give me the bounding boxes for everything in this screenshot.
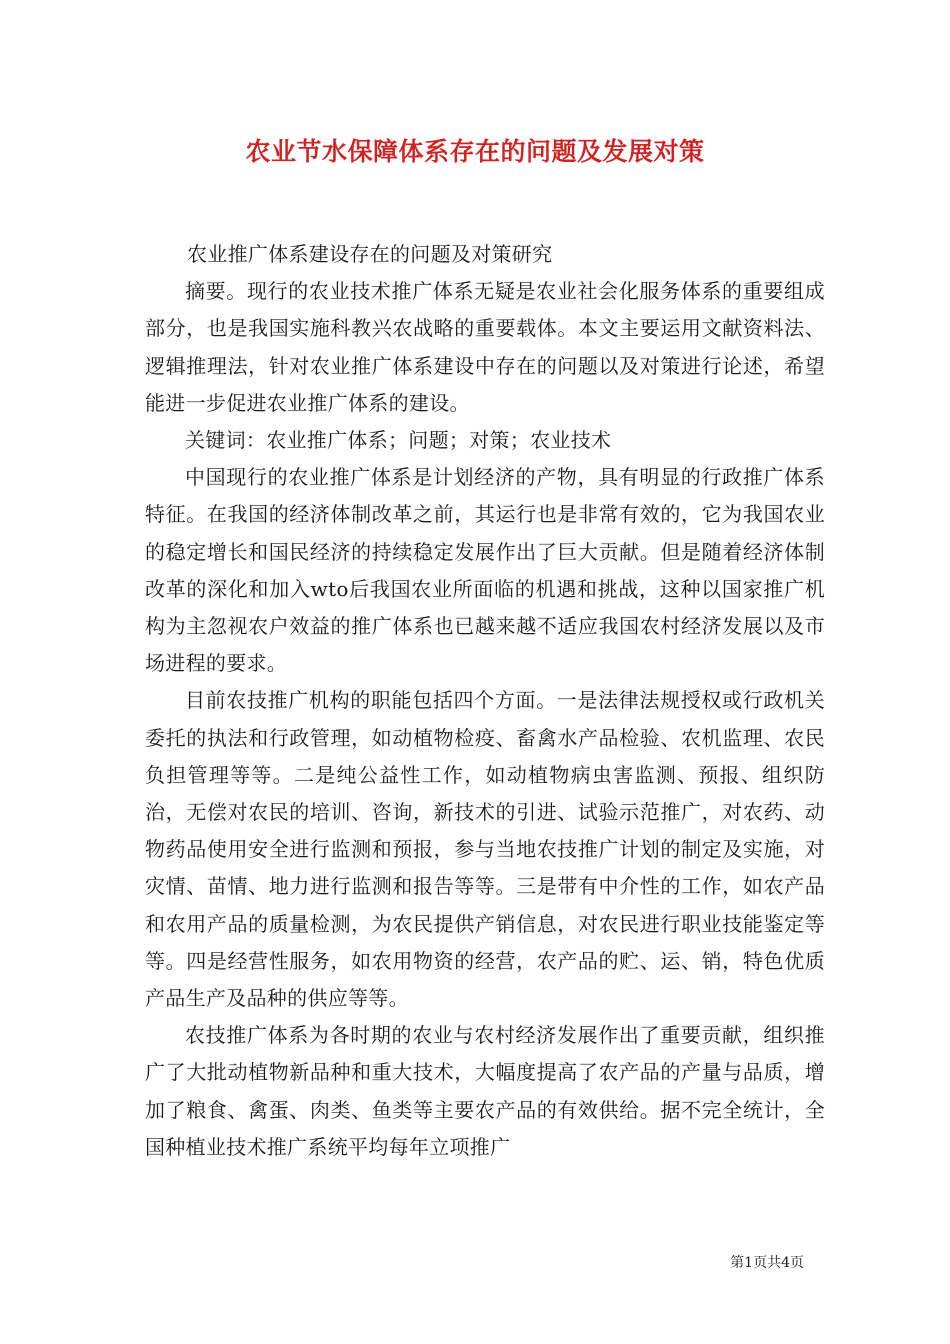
document-title: 农业节水保障体系存在的问题及发展对策: [245, 137, 705, 166]
paragraph-functions: 目前农技推广机构的职能包括四个方面。一是法律法规授权或行政机关委托的执法和行政管理，如动植物检疫、畜禽水产品检验、农机监理、农民负担管理等等。二是纯公益性工作，如动植物病虫害监测、预报、组织防治，无偿对农民的培训、咨询，新技术的引进、试验示范推广，对农药、动物药品使用安全进行监测和预报，参与当地农技推广计划的制定及实施，对灾情、苗情、地力进行监测和报告等等。三是带有中介性的工作，如农产品和农用产品的质量检测，为农民提供产销信息，对农民进行职业技能鉴定等等。四是经营性服务，如农用物资的经营，农产品的贮、运、销，特色优质产品生产及品种的供应等等。: [145, 688, 825, 1011]
paragraph-abstract: 摘要。现行的农业技术推广体系无疑是农业社会化服务体系的重要组成部分，也是我国实施科教兴农战略的重要载体。本文主要运用文献资料法、逻辑推理法，针对农业推广体系建设中存在的问题以及对策进行论述，希望能进一步促进农业推广体系的建设。: [145, 279, 825, 415]
document-body: [145, 236, 825, 1166]
page-number: 第1页共4页: [730, 1255, 804, 1271]
document-subtitle: 农业推广体系建设存在的问题及对策研究: [187, 242, 553, 266]
paragraph-keywords: 关键词：农业推广体系；问题；对策；农业技术: [185, 428, 612, 453]
paragraph-intro: 中国现行的农业推广体系是计划经济的产物，具有明显的行政推广体系特征。在我国的经济体制改革之前，其运行也是非常有效的，它为我国农业的稳定增长和国民经济的持续稳定发展作出了巨大贡献。但是随着经济体制改革的深化和加入wto后我国农业所面临的机遇和挑战，这种以国家推广机构为主忽视农户效益的推广体系也已越来越不适应我国农村经济发展以及市场进程的要求。: [145, 465, 825, 676]
paragraph-contributions: 农技推广体系为各时期的农业与农村经济发展作出了重要贡献，组织推广了大批动植物新品种和重大技术，大幅度提高了农产品的产量与品质，增加了粮食、禽蛋、肉类、鱼类等主要农产品的有效供给。据不完全统计，全国种植业技术推广系统平均每年立项推广: [145, 1023, 825, 1159]
